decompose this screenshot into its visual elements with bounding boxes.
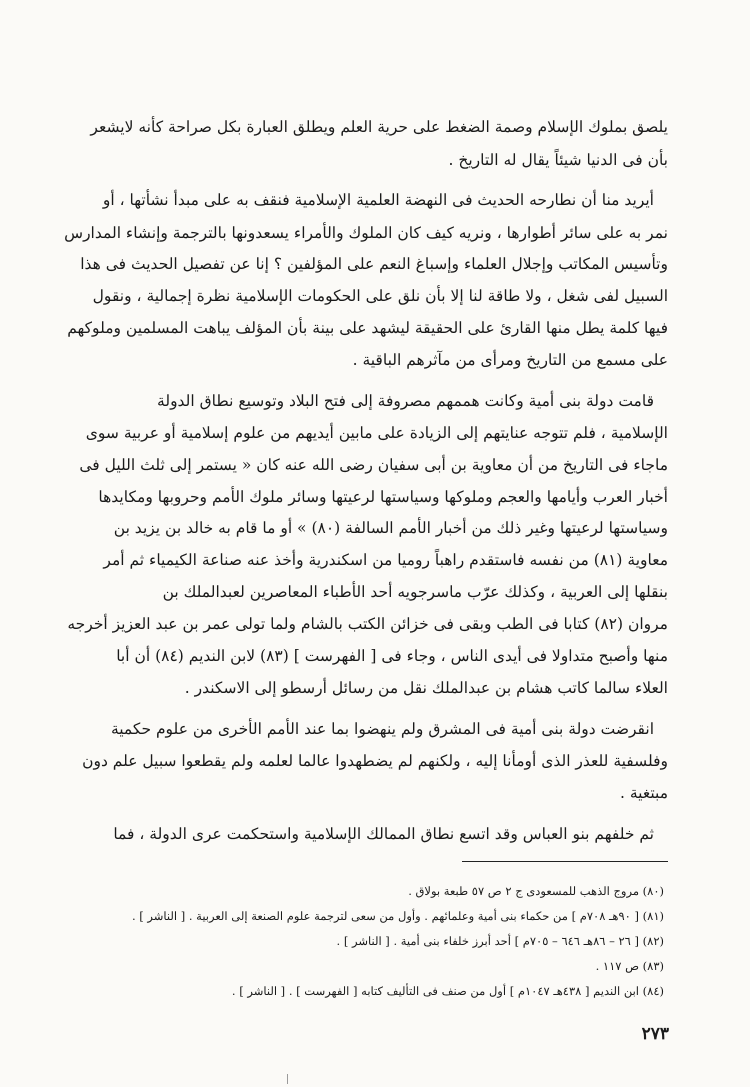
text-line: السبيل لفى شغل ، ولا طاقة لنا إلا بأن نلق على الحكومات الإسلامية نظرة إجمالية ، ونقول bbox=[92, 287, 668, 305]
text-line: بأن فى الدنيا شيئاً يقال له التاريخ . bbox=[448, 151, 668, 169]
page-number: ٢٧٣ bbox=[641, 1024, 669, 1044]
scan-mark bbox=[287, 1074, 288, 1084]
text-line: على مسمع من التاريخ ومرأى من مآثرهم الباقية . bbox=[352, 351, 668, 369]
footnote-83: (٨٣) ص ١١٧ . bbox=[595, 959, 664, 973]
text-line: ماجاء فى التاريخ من أن معاوية بن أبى سفيان رضى الله عنه كان « يستمر إلى ثلث الليل فى bbox=[79, 456, 668, 474]
text-line: أيريد منا أن نطارحه الحديث فى النهضة العلمية الإسلامية فنقف به على مبدأ نشأتها ، أو bbox=[102, 191, 654, 209]
footnote-82: (٨٢) [ ٢٦ – ٨٦هـ ٦٤٦ – ٧٠٥م ] أحد أبرز خلفاء بنى أمية . [ الناشر ] . bbox=[336, 934, 664, 948]
text-line: بنقلها إلى العربية ، وكذلك عرّب ماسرجويه أحد الأطباء المعاصرين لعبدالملك بن bbox=[162, 583, 668, 601]
text-line: نمر به على سائر أطوارها ، ونريه كيف كان الملوك والأمراء يسعدونها بالترجمة وإنشاء المدارس bbox=[64, 224, 668, 242]
text-line: ثم خلفهم بنو العباس وقد اتسع نطاق الممالك الإسلامية واستحكمت عرى الدولة ، فما bbox=[113, 825, 654, 843]
text-line: أخبار العرب وأيامها والعجم وملوكها وسياستها لرعيتها وسائر ملوك الأمم وحروبها ومكايدها bbox=[98, 488, 668, 506]
text-line: مروان (٨٢) كتابا فى الطب وبقى فى خزائن الكتب بالشام ولما تولى عمر بن عبد العزيز أخرجه bbox=[67, 615, 668, 633]
text-line: يلصق بملوك الإسلام وصمة الضغط على حرية العلم ويطلق العبارة بكل صراحة كأنه لايشعر bbox=[90, 118, 668, 136]
text-line: وفلسفية للعذر الذى أومأنا إليه ، ولكنهم لم يضطهدوا عالما لعلمه ولم يقطعوا سبيل علم دون bbox=[82, 752, 668, 770]
text-line: الإسلامية ، فلم تتوجه عنايتهم إلى الزيادة على مابين أيديهم من علوم إسلامية أو عربية سوى bbox=[85, 424, 668, 442]
footnote-84: (٨٤) ابن النديم [ ٤٣٨هـ ١٠٤٧م ] أول من صنف فى التأليف كتابه [ الفهرست ] . [ الناشر ] . bbox=[231, 984, 664, 998]
text-line: وسياستها لرعيتها وغير ذلك من أخبار الأمم السالفة (٨٠) » أو ما قام به خالد بن يزيد بن bbox=[113, 519, 668, 537]
footnote-81: (٨١) [ ٩٠هـ ٧٠٨م ] من حكماء بنى أمية وعلمائهم . وأول من سعى لترجمة علوم الصنعة إلى العربية . [ الناشر ] . bbox=[131, 909, 664, 923]
text-line: مبتغية . bbox=[620, 784, 668, 802]
footnote-80: (٨٠) مروج الذهب للمسعودى ج ٢ ص ٥٧ طبعة بولاق . bbox=[408, 884, 664, 898]
text-line: وتأسيس المكاتب وإجلال العلماء وإسباغ النعم على المؤلفين ؟ إنا عن تفصيل الحديث فى هذا bbox=[80, 255, 668, 273]
text-line: قامت دولة بنى أمية وكانت هممهم مصروفة إلى فتح البلاد وتوسيع نطاق الدولة bbox=[157, 392, 654, 410]
text-line: معاوية (٨١) من نفسه فاستقدم راهباً روميا من اسكندرية وأخذ عنه صناعة الكيمياء ثم أمر bbox=[103, 551, 668, 569]
text-line: انقرضت دولة بنى أمية فى المشرق ولم ينهضوا بما عند الأمم الأخرى من علوم حكمية bbox=[110, 720, 654, 738]
text-line: فيها كلمة يطل منها القارئ على الحقيقة ليشهد على بينة بأن المؤلف يباهت المسلمين وملوكهم bbox=[67, 319, 668, 337]
text-line: العلاء سالما كاتب هشام بن عبدالملك نقل من رسائل أرسطو إلى الاسكندر . bbox=[184, 679, 668, 697]
text-line: منها وأصبح متداولا فى أيدى الناس ، وجاء فى [ الفهرست ] (٨٣) لابن النديم (٨٤) أن أبا bbox=[116, 647, 668, 665]
footnote-separator bbox=[462, 861, 668, 862]
